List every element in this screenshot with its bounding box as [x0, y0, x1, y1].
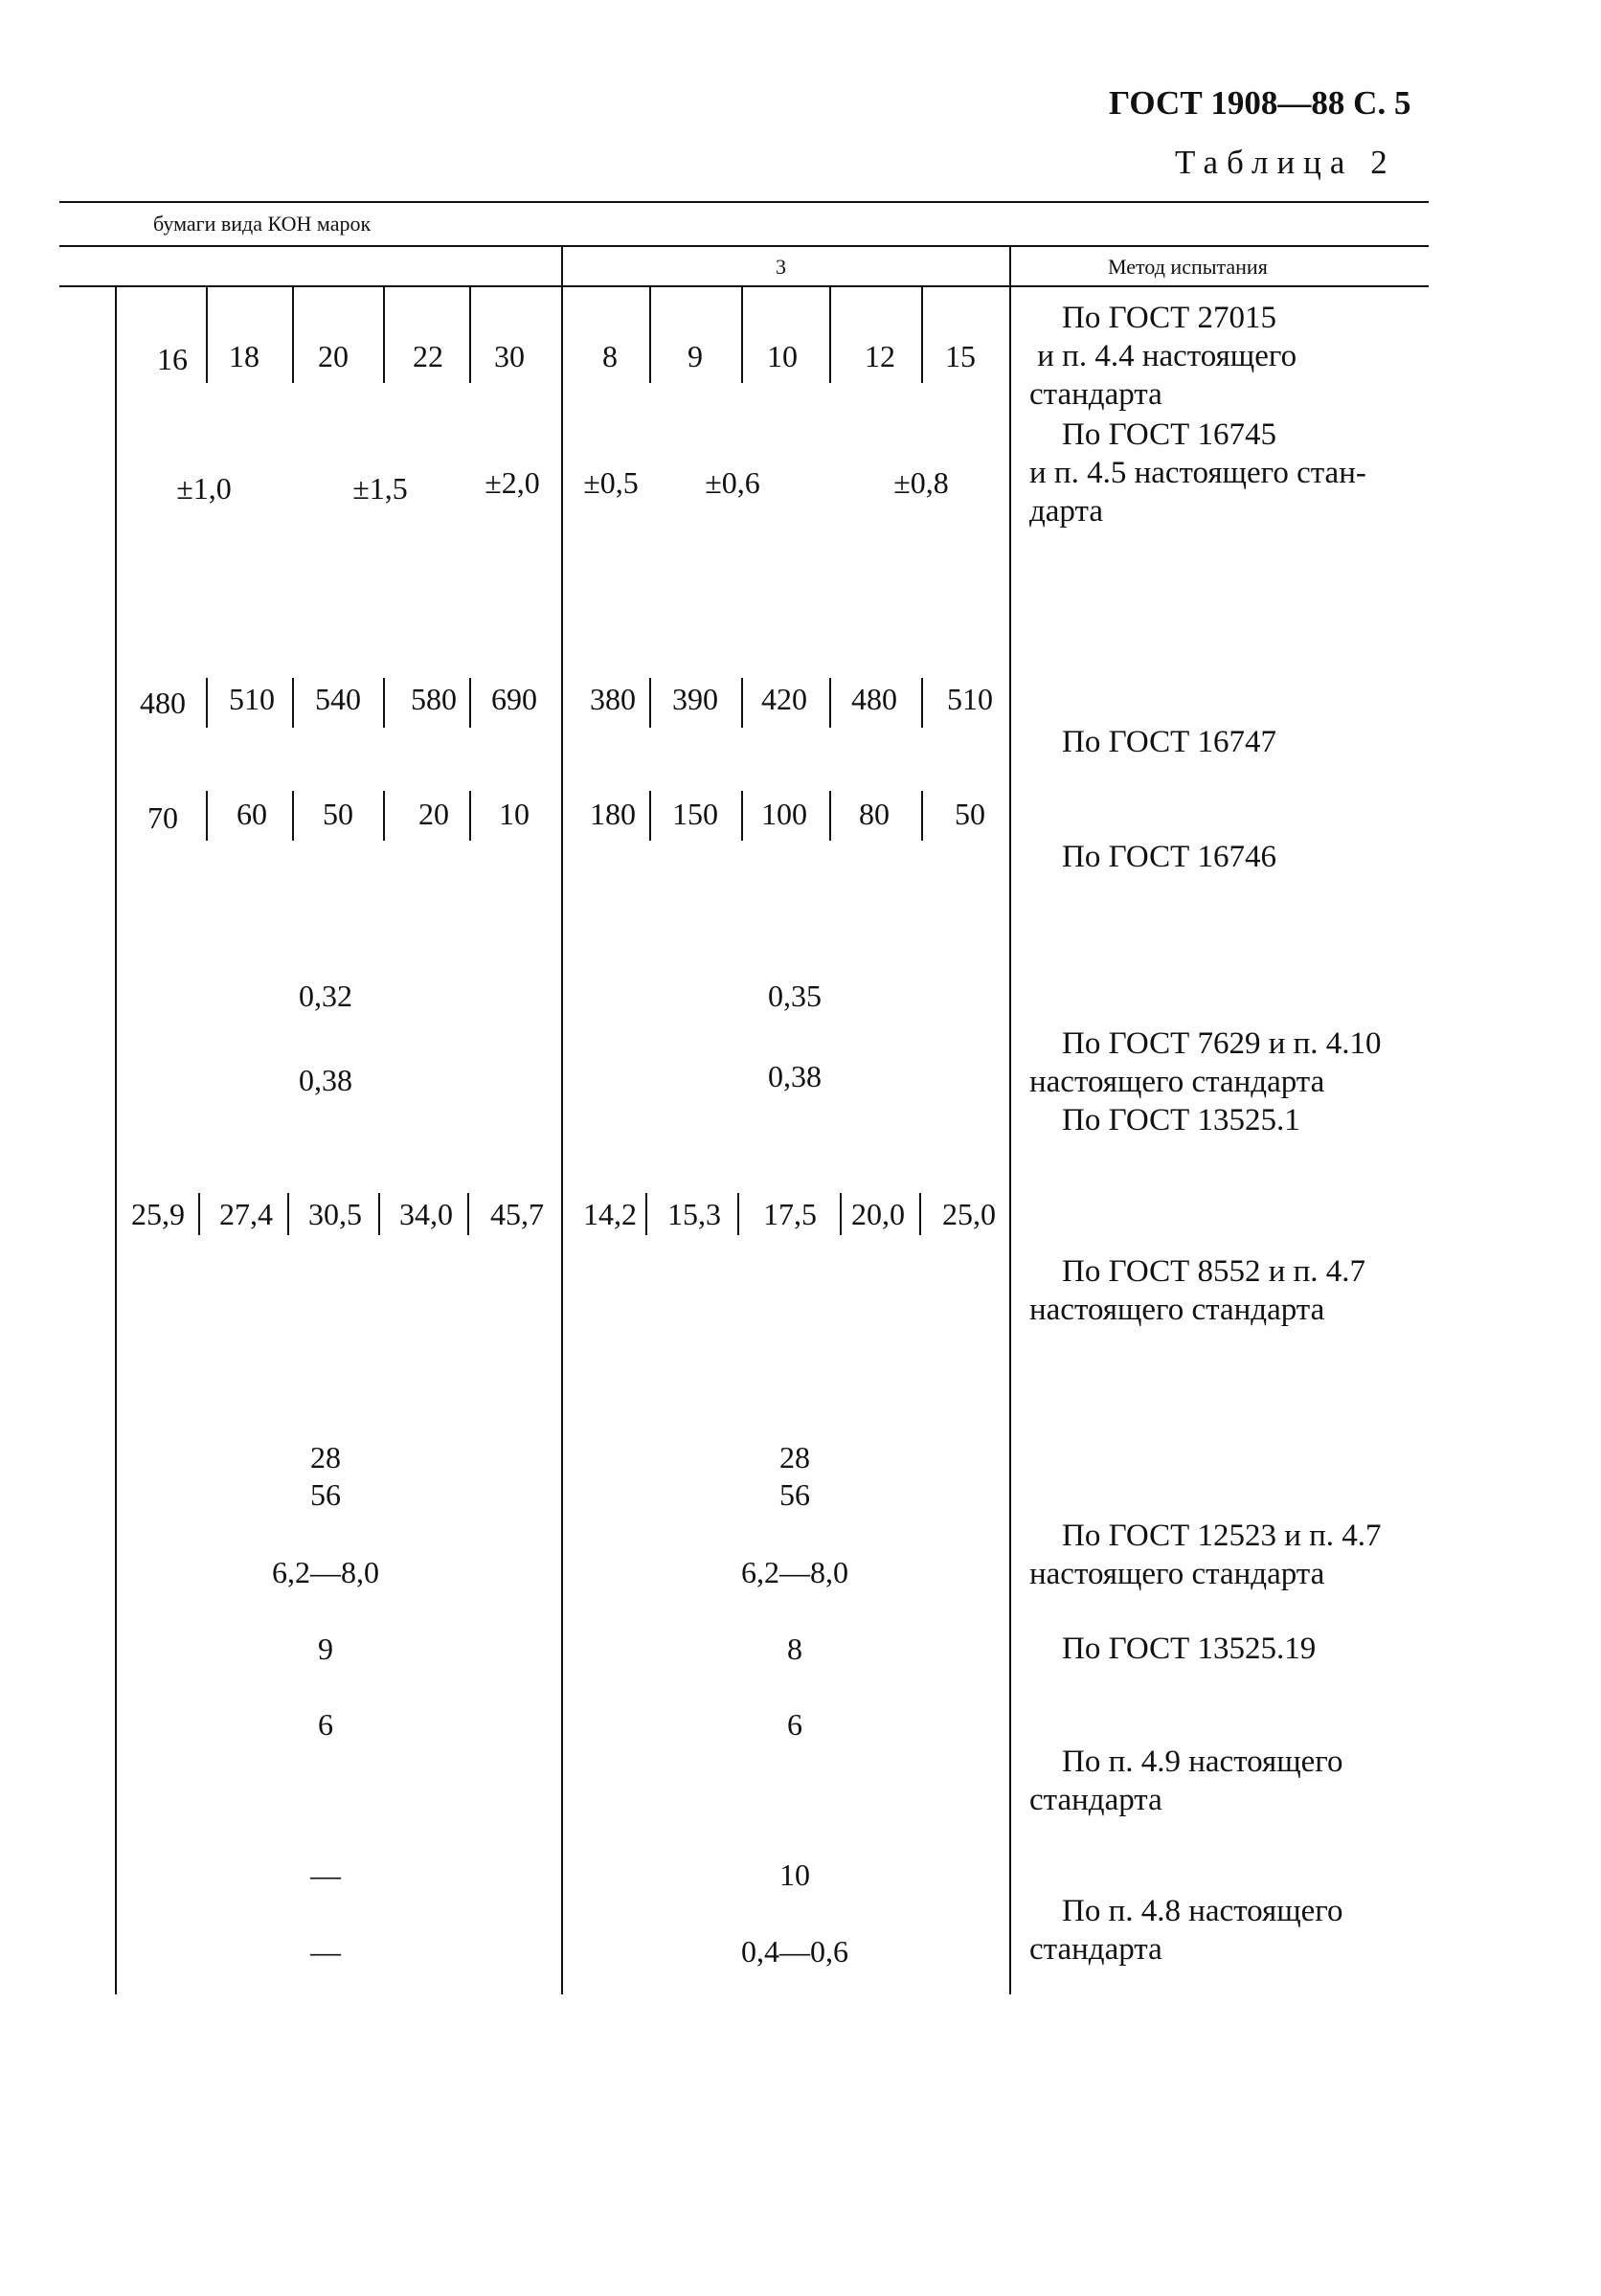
merged-value-right: 8 — [787, 1632, 802, 1666]
divider-right — [1009, 245, 1011, 1994]
row-value: 25,9 — [131, 1197, 185, 1231]
merged-value-left: 0,32 — [299, 979, 352, 1013]
merged-value-left: 6 — [318, 1707, 333, 1742]
row-value: 390 — [672, 682, 718, 716]
row-value: 580 — [411, 682, 457, 716]
merged-value-right: 10 — [779, 1857, 810, 1892]
test-method: По ГОСТ 7629 и п. 4.10 настоящего стандарта — [1029, 1026, 1382, 1099]
row-value: 380 — [590, 682, 636, 716]
divider-left — [115, 285, 117, 1994]
tolerance-value: ±0,6 — [705, 465, 760, 500]
row-value: 15,3 — [667, 1197, 721, 1231]
tolerance-value: ±1,5 — [352, 471, 408, 506]
test-method: По ГОСТ 13525.1 — [1062, 1103, 1300, 1137]
mark-value: 16 — [157, 342, 188, 376]
table-label: Таблица 2 — [1175, 144, 1396, 181]
merged-value-right: 6,2—8,0 — [741, 1555, 848, 1589]
row-value: 50 — [955, 797, 985, 831]
merged-value-left: 9 — [318, 1632, 333, 1666]
mark-value: 15 — [945, 339, 976, 373]
test-method: По ГОСТ 27015 и п. 4.4 настоящего стандарта — [1029, 301, 1297, 412]
row-value: 150 — [672, 797, 718, 831]
row-value: 14,2 — [583, 1197, 637, 1231]
test-method: По ГОСТ 12523 и п. 4.7 настоящего стандарта — [1029, 1519, 1382, 1591]
header-test-method: Метод испытания — [1108, 255, 1268, 279]
test-method: По ГОСТ 13525.19 — [1062, 1632, 1317, 1666]
merged-value-left: 28 — [310, 1440, 341, 1474]
mark-value: 8 — [602, 339, 618, 373]
mark-value: 12 — [865, 339, 895, 373]
mark-value: 9 — [688, 339, 703, 373]
row-value: 45,7 — [490, 1197, 544, 1231]
row-value: 60 — [237, 797, 267, 831]
merged-value-left: 0,38 — [299, 1063, 352, 1097]
mark-value: 10 — [767, 339, 798, 373]
table-top-rule — [59, 201, 1429, 203]
tolerance-value: ±2,0 — [485, 465, 540, 500]
row-value: 27,4 — [219, 1197, 273, 1231]
row-value: 10 — [499, 797, 530, 831]
test-method: По п. 4.9 настоящего стандарта — [1029, 1745, 1343, 1817]
row-value: 510 — [229, 682, 275, 716]
merged-value-right: 0,38 — [768, 1059, 822, 1093]
merged-value-right: 6 — [787, 1707, 802, 1742]
mark-value: 18 — [229, 339, 259, 373]
row-value: 80 — [859, 797, 890, 831]
row-value: 70 — [147, 800, 178, 835]
row-value: 420 — [761, 682, 807, 716]
merged-value-left: 6,2—8,0 — [272, 1555, 379, 1589]
test-method: По ГОСТ 16745 и п. 4.5 настоящего стан- дарта — [1029, 417, 1366, 529]
divider-mid — [561, 245, 563, 1994]
test-method: По п. 4.8 настоящего стандарта — [1029, 1894, 1343, 1967]
row-value: 510 — [947, 682, 993, 716]
test-method: По ГОСТ 8552 и п. 4.7 настоящего стандарта — [1029, 1254, 1366, 1327]
mark-value: 30 — [494, 339, 525, 373]
merged-value-left: — — [310, 1857, 341, 1892]
merged-value-left: — — [310, 1934, 341, 1969]
document-reference: ГОСТ 1908—88 С. 5 — [1109, 84, 1411, 122]
mark-value: 20 — [318, 339, 349, 373]
merged-value-right: 0,4—0,6 — [741, 1934, 848, 1969]
row-value: 20 — [418, 797, 449, 831]
test-method: По ГОСТ 16746 — [1062, 840, 1276, 874]
header-paper-marks: бумаги вида КОН марок — [153, 212, 372, 236]
row-value: 180 — [590, 797, 636, 831]
merged-value-right: 0,35 — [768, 979, 822, 1013]
row-value: 480 — [851, 682, 897, 716]
table-header-rule-1 — [59, 245, 1429, 247]
row-value: 100 — [761, 797, 807, 831]
row-value: 50 — [323, 797, 353, 831]
row-value: 30,5 — [308, 1197, 362, 1231]
tolerance-value: ±1,0 — [176, 471, 232, 506]
merged-value-right: 56 — [779, 1477, 810, 1512]
row-value: 540 — [315, 682, 361, 716]
table-header-rule-2 — [59, 285, 1429, 287]
header-group-3: 3 — [776, 255, 786, 279]
row-value: 25,0 — [942, 1197, 996, 1231]
merged-value-left: 56 — [310, 1477, 341, 1512]
merged-value-right: 28 — [779, 1440, 810, 1474]
test-method: По ГОСТ 16747 — [1062, 725, 1276, 759]
row-value: 480 — [140, 686, 186, 720]
row-value: 20,0 — [851, 1197, 905, 1231]
row-value: 17,5 — [763, 1197, 817, 1231]
row-value: 34,0 — [399, 1197, 453, 1231]
tolerance-value: ±0,8 — [893, 465, 949, 500]
row-value: 690 — [491, 682, 537, 716]
mark-value: 22 — [413, 339, 443, 373]
tolerance-value: ±0,5 — [583, 465, 639, 500]
